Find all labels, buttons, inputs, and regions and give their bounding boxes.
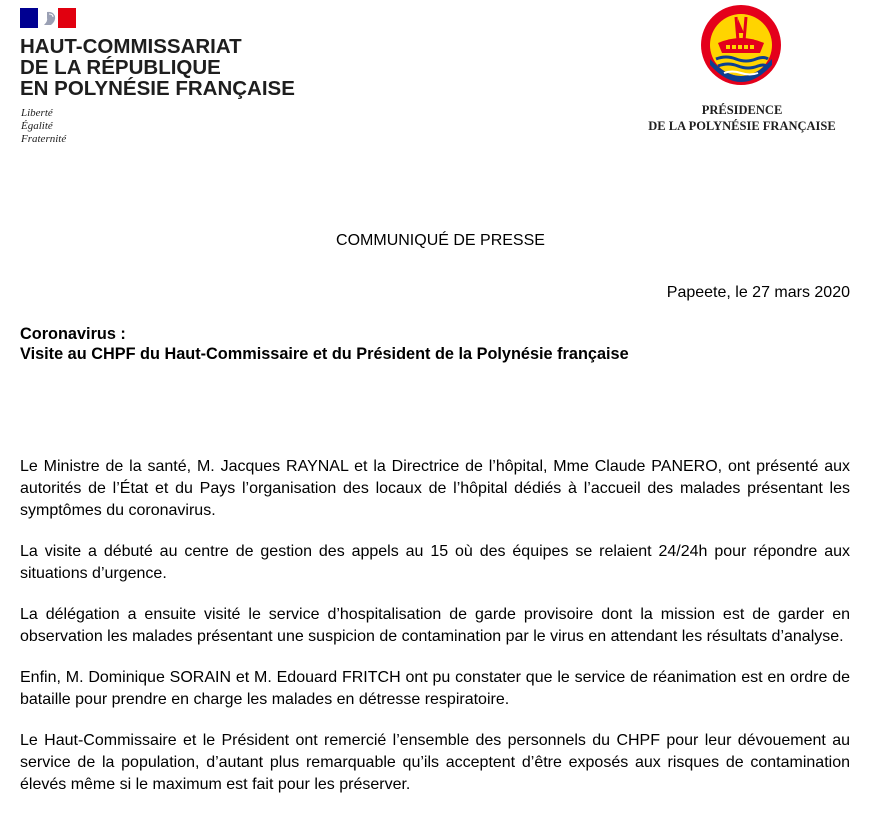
institution-name [20,36,295,99]
republic-motto [21,107,66,146]
motto-line: Liberté [21,107,53,119]
date-line: Papeete, le 27 mars 2020 [666,284,850,301]
heading-line: Coronavirus : [20,325,126,343]
body-paragraph: Le Ministre de la santé, M. Jacques RAYNAL et la Directrice de l’hôpital, Mme Claude PANERO, ont présenté aux autorités de l’État et du Pays l’organisation des locaux de l’hôpital dédiés à l’accueil des malades présentant les symptômes du coronavirus. [20,458,850,519]
presidence-title [620,102,864,134]
body-paragraph: La visite a débuté au centre de gestion des appels au 15 où des équipes se relaient 24/24h pour répondre aux situations d’urgence. [20,543,850,582]
press-release-heading [20,324,629,364]
press-release-body [20,456,850,815]
presidence-line: PRÉSIDENCE [701,103,783,117]
polynesia-seal-logo [696,3,786,87]
institution-line: HAUT-COMMISSARIAT [20,35,242,58]
body-paragraph: La délégation a ensuite visité le service d’hospitalisation de garde provisoire dont la mission est de garder en observation les malades présentant une suspicion de contamination par le virus en attendant les résultats d’analyse. [20,606,850,645]
heading-line: Visite au CHPF du Haut-Commissaire et du Président de la Polynésie française [20,345,629,363]
institution-line: DE LA RÉPUBLIQUE [20,56,221,79]
body-paragraph: Enfin, M. Dominique SORAIN et M. Edouard FRITCH ont pu constater que le service de réanimation est en ordre de bataille pour prendre en charge les malades en détresse respiratoire. [20,669,850,708]
republique-flag-logo [20,8,76,28]
document-type-label: COMMUNIQUÉ DE PRESSE [336,232,545,249]
body-paragraph: Le Haut-Commissaire et le Président ont remercié l’ensemble des personnels du CHPF pour leur dévouement au service de la population, d’autant plus remarquable qu’ils acceptent d’être exposés aux risques de contamination élevés même si le maximum est fait pour les préserver. [20,732,850,793]
institution-line: EN POLYNÉSIE FRANÇAISE [20,77,295,100]
presidence-line: DE LA POLYNÉSIE FRANÇAISE [648,119,836,133]
motto-line: Égalité [21,120,53,132]
motto-line: Fraternité [21,133,67,145]
